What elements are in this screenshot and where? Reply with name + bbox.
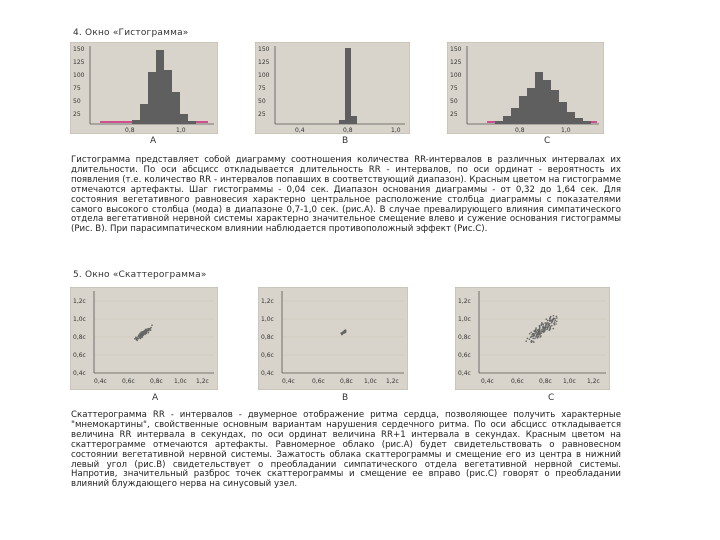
scatter-point <box>547 325 549 327</box>
scatter-point <box>546 324 548 326</box>
x-tick: 0,6c <box>312 378 325 385</box>
y-tick: 50 <box>450 98 458 105</box>
y-tick: 0,4c <box>458 370 471 377</box>
x-tick: 0,8c <box>539 378 552 385</box>
scatter-point <box>555 323 557 325</box>
y-tick: 150 <box>73 46 85 53</box>
y-tick: 1,0c <box>73 316 86 323</box>
histogram-section-heading: 4. Окно «Гистограмма» <box>73 28 189 38</box>
y-tick: 75 <box>258 85 266 92</box>
scatter-point <box>553 315 555 317</box>
scatter-point <box>540 335 542 337</box>
scatter-point <box>531 340 533 342</box>
scatter-point <box>137 338 139 340</box>
histogram-bar <box>551 90 559 124</box>
scatter-point <box>551 322 553 324</box>
scatter-point <box>547 320 549 322</box>
histogram-c-caption: C <box>544 136 551 146</box>
scatter-point <box>137 336 139 338</box>
y-tick: 150 <box>450 46 462 53</box>
x-tick: 1,0c <box>364 378 377 385</box>
y-tick: 1,0c <box>261 316 274 323</box>
scatter-point <box>553 328 555 330</box>
histogram-b <box>255 42 410 134</box>
scatter-point <box>538 333 540 335</box>
scatter-point <box>148 332 150 334</box>
histogram-bar <box>535 72 543 124</box>
x-tick: 0,8 <box>125 127 135 134</box>
x-tick: 1,0c <box>174 378 187 385</box>
scatter-point <box>542 326 544 328</box>
scattergram-b <box>258 287 408 390</box>
y-tick: 125 <box>450 59 462 66</box>
scatter-point <box>141 336 143 338</box>
scatter-point <box>530 332 532 334</box>
scatter-point <box>543 328 545 330</box>
y-tick: 0,6c <box>73 352 86 359</box>
scatter-point <box>537 334 539 336</box>
scattergram-description: Скаттерограмма RR - интервалов - двумерное отображение ритма сердца, позволяющее получить характерные "мнемокартины", свойственные основным вариантам нарушения сердечного ритма. По оси абсцисс откладывается величина RR интервала в секундах, по оси ординат величина RR+1 интервала в секундах. Красным цветом на скаттерограмме отмечаются артефакты. Равномерное облако (рис.А) будет свидетельствовать о равновесном состоянии вегетативной нервной системы. Зажатость облака скаттерограммы и смещение его из центра в нижний левый угол (рис.В) свидетельствует о преобладании симпатического отдела вегетативной нервной системы. Напротив, значительный разброс точек скаттерограммы и смещение ее вправо (рис.С) говорят о преобладании влияний блуждающего нерва на синусовый узел. <box>71 410 621 490</box>
y-tick: 25 <box>73 111 81 118</box>
x-tick: 1,0 <box>391 127 401 134</box>
scatter-point <box>531 336 533 338</box>
histogram-bar <box>495 121 503 124</box>
scatter-point <box>549 320 551 322</box>
y-tick: 1,2c <box>73 298 86 305</box>
scatter-point <box>534 334 536 336</box>
x-tick: 1,2c <box>386 378 399 385</box>
y-tick: 50 <box>73 98 81 105</box>
scatter-point <box>541 330 543 332</box>
scatter-point <box>141 332 143 334</box>
x-tick: 0,8c <box>150 378 163 385</box>
histogram-bar <box>345 48 351 124</box>
y-tick: 150 <box>258 46 270 53</box>
scatter-point <box>136 337 138 339</box>
histogram-bar <box>156 50 164 124</box>
scatter-point <box>536 331 538 333</box>
y-tick: 75 <box>73 85 81 92</box>
y-tick: 0,6c <box>261 352 274 359</box>
scatter-point <box>535 329 537 331</box>
scatter-point <box>139 337 141 339</box>
histogram-bar <box>559 102 567 124</box>
scatter-point <box>529 333 531 335</box>
scatter-point <box>545 327 547 329</box>
scatter-point <box>556 316 558 318</box>
x-tick: 1,0 <box>176 127 186 134</box>
histogram-bar <box>132 120 140 124</box>
y-tick: 0,8c <box>261 334 274 341</box>
histogram-bar <box>583 121 591 124</box>
x-tick: 0,4c <box>282 378 295 385</box>
histogram-a <box>70 42 218 134</box>
scatter-point <box>541 329 543 331</box>
histogram-bar <box>188 121 196 124</box>
scatter-point <box>549 329 551 331</box>
scatter-point <box>546 318 548 320</box>
scattergram-c <box>455 287 610 390</box>
y-tick: 100 <box>73 72 85 79</box>
scatter-point <box>556 317 558 319</box>
scatter-point <box>534 338 536 340</box>
x-tick: 1,2c <box>587 378 600 385</box>
scatter-point <box>532 338 534 340</box>
x-tick: 0,4 <box>295 127 305 134</box>
histogram-bar <box>339 120 345 124</box>
scattergram-section-heading: 5. Окно «Скаттерограмма» <box>73 270 207 280</box>
x-tick: 1,0 <box>561 127 571 134</box>
scatter-point <box>546 322 548 324</box>
scatter-point <box>543 331 545 333</box>
y-tick: 75 <box>450 85 458 92</box>
y-tick: 50 <box>258 98 266 105</box>
scatter-point <box>553 318 555 320</box>
x-tick: 1,2c <box>196 378 209 385</box>
scatter-point <box>139 333 141 335</box>
y-tick: 1,0c <box>458 316 471 323</box>
scatter-point <box>544 322 546 324</box>
histogram-bar <box>575 118 583 124</box>
y-tick: 0,4c <box>261 370 274 377</box>
histogram-bar <box>180 114 188 124</box>
histogram-bar <box>164 70 172 124</box>
scatter-point <box>549 323 551 325</box>
scatter-point <box>539 327 541 329</box>
histogram-bar <box>172 92 180 124</box>
histogram-b-caption: B <box>342 136 349 146</box>
scatter-point <box>139 335 141 337</box>
scatter-point <box>554 324 556 326</box>
histogram-bar <box>511 108 519 124</box>
scatter-point <box>550 316 552 318</box>
scatter-point <box>144 331 146 333</box>
scatter-point <box>527 338 529 340</box>
scatter-point <box>148 329 150 331</box>
scatter-point <box>151 324 153 326</box>
histogram-bar <box>503 116 511 124</box>
scatter-point <box>546 329 548 331</box>
y-tick: 0,4c <box>73 370 86 377</box>
scattergram-a-caption: A <box>152 393 159 403</box>
scatter-point <box>533 330 535 332</box>
x-tick: 0,6c <box>511 378 524 385</box>
scattergram-c-caption: C <box>548 393 555 403</box>
scatter-point <box>541 332 543 334</box>
scatter-point <box>525 340 527 342</box>
histogram-a-caption: A <box>150 136 157 146</box>
y-tick: 25 <box>450 111 458 118</box>
histogram-description: Гистограмма представляет собой диаграмму соотношения количества RR-интервалов в различных интервалах их длительности. По оси абсцисс откладывается длительность RR - интервалов, по оси ординат - вероятность их появления (т.е. количество RR - интервалов попавших в соответствующий диапазон). Красным цветом на гистограмме отмечаются артефакты. Шаг гистограммы - 0,04 сек. Диапазон основания диаграммы - от 0,32 до 1,64 сек. Для состояния вегетативного равновесия характерно центральное расположение столбца диаграммы с показателями самого высокого столбца (мода) в диапазоне 0,7-1,0 сек. (рис.А). В случае превалирующего влияния симпатического отдела вегетативной нервной системы характерно значительное смещение влево и сужение основания гистограммы (Рис. В). При парасимпатическом влиянии наблюдается противоположный эффект (Рис.С). <box>71 155 621 235</box>
scatter-point <box>555 320 557 322</box>
scatter-point <box>541 323 543 325</box>
x-tick: 0,8 <box>343 127 353 134</box>
y-tick: 1,2c <box>458 298 471 305</box>
x-tick: 0,8c <box>340 378 353 385</box>
y-tick: 0,8c <box>73 334 86 341</box>
histogram-c <box>447 42 604 134</box>
histogram-bar <box>140 104 148 124</box>
histogram-bar <box>148 72 156 124</box>
histogram-bar <box>543 80 551 124</box>
scatter-point <box>340 332 342 334</box>
scatter-point <box>537 337 539 339</box>
x-tick: 0,4c <box>481 378 494 385</box>
scatter-point <box>556 321 558 323</box>
x-tick: 0,4c <box>94 378 107 385</box>
x-tick: 1,0c <box>563 378 576 385</box>
histogram-bar <box>351 116 357 124</box>
scatter-point <box>533 341 535 343</box>
y-tick: 100 <box>450 72 462 79</box>
scatter-point <box>539 332 541 334</box>
x-tick: 0,8 <box>515 127 525 134</box>
scatter-point <box>536 335 538 337</box>
y-tick: 100 <box>258 72 270 79</box>
histogram-bar <box>567 112 575 124</box>
y-tick: 125 <box>73 59 85 66</box>
x-tick: 0,6c <box>122 378 135 385</box>
scatter-point <box>550 327 552 329</box>
scatter-point <box>547 327 549 329</box>
scatter-point <box>136 340 138 342</box>
y-tick: 125 <box>258 59 270 66</box>
histogram-bar <box>519 96 527 124</box>
scattergram-a <box>70 287 218 390</box>
y-tick: 0,6c <box>458 352 471 359</box>
scatter-point <box>529 338 531 340</box>
histogram-bar <box>527 88 535 124</box>
scatter-point <box>343 331 345 333</box>
y-tick: 25 <box>258 111 266 118</box>
y-tick: 0,8c <box>458 334 471 341</box>
scatter-point <box>554 321 556 323</box>
y-tick: 1,2c <box>261 298 274 305</box>
scattergram-b-caption: B <box>342 393 349 403</box>
scatter-point <box>150 327 152 329</box>
scatter-point <box>551 325 553 327</box>
